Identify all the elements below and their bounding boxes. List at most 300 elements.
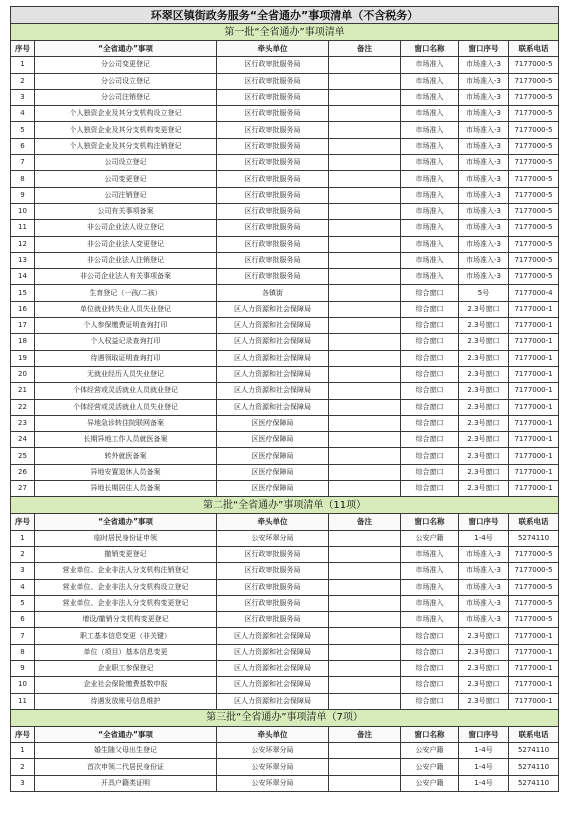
- row-number-cell: 3: [11, 89, 35, 105]
- row-number-cell: 2: [11, 546, 35, 562]
- lead-department-cell: 区行政审批服务局: [217, 612, 329, 628]
- contact-phone-cell: 7177000-1: [509, 415, 559, 431]
- window-name-cell: 市场准入: [401, 595, 459, 611]
- contact-phone-cell: 7177000-1: [509, 432, 559, 448]
- window-name-cell: 综合窗口: [401, 285, 459, 301]
- row-number-cell: 13: [11, 252, 35, 268]
- window-number-cell: 市场准入-3: [459, 187, 509, 203]
- window-name-cell: 市场准入: [401, 612, 459, 628]
- table-row: [11, 595, 559, 611]
- column-header: 联系电话: [509, 726, 559, 742]
- window-name-cell: 综合窗口: [401, 677, 459, 693]
- row-number-cell: 18: [11, 334, 35, 350]
- table-row: [11, 677, 559, 693]
- window-number-cell: 市场准入-3: [459, 546, 509, 562]
- remark-cell: [329, 563, 401, 579]
- row-number-cell: 6: [11, 138, 35, 154]
- service-item-cell: 单位（项目）基本信息变更: [35, 644, 217, 660]
- window-name-cell: 市场准入: [401, 138, 459, 154]
- service-item-cell: 个体经营或灵活就业人员失业登记: [35, 399, 217, 415]
- table-row: [11, 187, 559, 203]
- window-number-cell: 2.3号窗口: [459, 628, 509, 644]
- window-number-cell: 市场准入-3: [459, 89, 509, 105]
- window-name-cell: 综合窗口: [401, 334, 459, 350]
- service-item-cell: 首次申领二代居民身份证: [35, 759, 217, 775]
- table-row: [11, 236, 559, 252]
- contact-phone-cell: 5274110: [509, 530, 559, 546]
- window-number-cell: 2.3号窗口: [459, 383, 509, 399]
- contact-phone-cell: 7177000-5: [509, 73, 559, 89]
- service-item-cell: 公司变更登记: [35, 171, 217, 187]
- remark-cell: [329, 415, 401, 431]
- lead-department-cell: 公安环翠分局: [217, 775, 329, 791]
- remark-cell: [329, 57, 401, 73]
- table-row: [11, 301, 559, 317]
- lead-department-cell: 区行政审批服务局: [217, 57, 329, 73]
- service-item-cell: 非公司企业法人注销登记: [35, 252, 217, 268]
- window-number-cell: 5号: [459, 285, 509, 301]
- row-number-cell: 11: [11, 693, 35, 709]
- remark-cell: [329, 301, 401, 317]
- contact-phone-cell: 7177000-5: [509, 138, 559, 154]
- service-item-cell: 分公司设立登记: [35, 73, 217, 89]
- lead-department-cell: 区人力资源和社会保障局: [217, 644, 329, 660]
- window-number-cell: 市场准入-3: [459, 563, 509, 579]
- remark-cell: [329, 285, 401, 301]
- table-row: [11, 775, 559, 791]
- window-name-cell: 综合窗口: [401, 481, 459, 497]
- contact-phone-cell: 7177000-4: [509, 285, 559, 301]
- table-row: [11, 138, 559, 154]
- window-number-cell: 市场准入-3: [459, 122, 509, 138]
- row-number-cell: 21: [11, 383, 35, 399]
- window-number-cell: 2.3号窗口: [459, 366, 509, 382]
- table-row: [11, 432, 559, 448]
- table-row: [11, 220, 559, 236]
- contact-phone-cell: 5274110: [509, 743, 559, 759]
- service-item-cell: 营业单位、企业非法人分支机构变更登记: [35, 595, 217, 611]
- service-item-cell: 生育登记（一孩/二孩）: [35, 285, 217, 301]
- lead-department-cell: 区行政审批服务局: [217, 220, 329, 236]
- row-number-cell: 9: [11, 660, 35, 676]
- table-row: [11, 546, 559, 562]
- row-number-cell: 12: [11, 236, 35, 252]
- row-number-cell: 22: [11, 399, 35, 415]
- window-number-cell: 1-4号: [459, 775, 509, 791]
- row-number-cell: 25: [11, 448, 35, 464]
- column-header-row: [11, 514, 559, 530]
- service-item-cell: 营业单位、企业非法人分支机构设立登记: [35, 579, 217, 595]
- row-number-cell: 4: [11, 106, 35, 122]
- window-name-cell: 综合窗口: [401, 318, 459, 334]
- lead-department-cell: 区行政审批服务局: [217, 89, 329, 105]
- lead-department-cell: 区行政审批服务局: [217, 203, 329, 219]
- contact-phone-cell: 7177000-1: [509, 334, 559, 350]
- window-number-cell: 市场准入-3: [459, 138, 509, 154]
- window-name-cell: 市场准入: [401, 57, 459, 73]
- window-number-cell: 市场准入-3: [459, 73, 509, 89]
- window-name-cell: 市场准入: [401, 89, 459, 105]
- remark-cell: [329, 220, 401, 236]
- lead-department-cell: 区行政审批服务局: [217, 138, 329, 154]
- lead-department-cell: 区行政审批服务局: [217, 106, 329, 122]
- contact-phone-cell: 7177000-5: [509, 220, 559, 236]
- table-row: [11, 155, 559, 171]
- window-name-cell: 综合窗口: [401, 432, 459, 448]
- window-number-cell: 1-4号: [459, 530, 509, 546]
- contact-phone-cell: 7177000-5: [509, 187, 559, 203]
- contact-phone-cell: 7177000-5: [509, 252, 559, 268]
- window-name-cell: 综合窗口: [401, 644, 459, 660]
- remark-cell: [329, 464, 401, 480]
- window-name-cell: 综合窗口: [401, 415, 459, 431]
- table-row: [11, 171, 559, 187]
- table-row: [11, 530, 559, 546]
- column-header: 窗口名称: [401, 41, 459, 57]
- service-item-cell: 个人独资企业及其分支机构设立登记: [35, 106, 217, 122]
- contact-phone-cell: 7177000-1: [509, 660, 559, 676]
- row-number-cell: 4: [11, 579, 35, 595]
- table-row: [11, 644, 559, 660]
- table-row: [11, 464, 559, 480]
- lead-department-cell: 区医疗保障局: [217, 415, 329, 431]
- column-header: 序号: [11, 41, 35, 57]
- row-number-cell: 6: [11, 612, 35, 628]
- window-number-cell: 2.3号窗口: [459, 415, 509, 431]
- window-name-cell: 市场准入: [401, 220, 459, 236]
- remark-cell: [329, 432, 401, 448]
- remark-cell: [329, 693, 401, 709]
- window-name-cell: 市场准入: [401, 236, 459, 252]
- service-item-cell: 无就业经历人员失业登记: [35, 366, 217, 382]
- service-item-cell: 待遇领取证明查询打印: [35, 350, 217, 366]
- remark-cell: [329, 677, 401, 693]
- batch-title: 第二批“全省通办”事项清单（11项）: [11, 497, 559, 514]
- window-number-cell: 2.3号窗口: [459, 448, 509, 464]
- window-number-cell: 市场准入-3: [459, 236, 509, 252]
- service-item-cell: 非公司企业法人变更登记: [35, 236, 217, 252]
- lead-department-cell: 区行政审批服务局: [217, 269, 329, 285]
- window-number-cell: 市场准入-3: [459, 203, 509, 219]
- batch-title: 第三批“全省通办”事项清单（7项）: [11, 709, 559, 726]
- contact-phone-cell: 7177000-1: [509, 383, 559, 399]
- lead-department-cell: 区行政审批服务局: [217, 122, 329, 138]
- table-body: [11, 7, 559, 792]
- contact-phone-cell: 7177000-5: [509, 546, 559, 562]
- lead-department-cell: 区人力资源和社会保障局: [217, 660, 329, 676]
- service-item-cell: 临时居民身份证申领: [35, 530, 217, 546]
- table-row: [11, 660, 559, 676]
- lead-department-cell: 区行政审批服务局: [217, 563, 329, 579]
- row-number-cell: 2: [11, 759, 35, 775]
- window-name-cell: 综合窗口: [401, 350, 459, 366]
- window-name-cell: 市场准入: [401, 106, 459, 122]
- table-row: [11, 269, 559, 285]
- remark-cell: [329, 122, 401, 138]
- contact-phone-cell: 7177000-5: [509, 579, 559, 595]
- row-number-cell: 23: [11, 415, 35, 431]
- window-name-cell: 市场准入: [401, 171, 459, 187]
- table-row: [11, 57, 559, 73]
- service-item-cell: 开具户籍类证明: [35, 775, 217, 791]
- remark-cell: [329, 579, 401, 595]
- service-item-cell: 个体经营或灵活就业人员就业登记: [35, 383, 217, 399]
- lead-department-cell: 区人力资源和社会保障局: [217, 383, 329, 399]
- lead-department-cell: 各镇街: [217, 285, 329, 301]
- window-name-cell: 市场准入: [401, 155, 459, 171]
- row-number-cell: 3: [11, 775, 35, 791]
- window-number-cell: 2.3号窗口: [459, 334, 509, 350]
- row-number-cell: 7: [11, 628, 35, 644]
- window-name-cell: 综合窗口: [401, 399, 459, 415]
- table-row: [11, 366, 559, 382]
- row-number-cell: 27: [11, 481, 35, 497]
- service-list-table: [10, 6, 559, 792]
- remark-cell: [329, 89, 401, 105]
- window-number-cell: 市场准入-3: [459, 57, 509, 73]
- contact-phone-cell: 7177000-5: [509, 57, 559, 73]
- window-name-cell: 市场准入: [401, 122, 459, 138]
- lead-department-cell: 区人力资源和社会保障局: [217, 334, 329, 350]
- lead-department-cell: 公安环翠分局: [217, 743, 329, 759]
- service-item-cell: 个人独资企业及其分支机构注销登记: [35, 138, 217, 154]
- row-number-cell: 17: [11, 318, 35, 334]
- table-row: [11, 743, 559, 759]
- column-header: 牵头单位: [217, 726, 329, 742]
- row-number-cell: 2: [11, 73, 35, 89]
- table-row: [11, 481, 559, 497]
- service-item-cell: 转外就医备案: [35, 448, 217, 464]
- row-number-cell: 10: [11, 203, 35, 219]
- column-header: 窗口序号: [459, 726, 509, 742]
- remark-cell: [329, 595, 401, 611]
- column-header: 牵头单位: [217, 514, 329, 530]
- remark-cell: [329, 448, 401, 464]
- lead-department-cell: 区行政审批服务局: [217, 252, 329, 268]
- remark-cell: [329, 481, 401, 497]
- table-row: [11, 350, 559, 366]
- window-name-cell: 市场准入: [401, 269, 459, 285]
- service-item-cell: 长期异地工作人员就医备案: [35, 432, 217, 448]
- contact-phone-cell: 7177000-5: [509, 171, 559, 187]
- lead-department-cell: 区行政审批服务局: [217, 236, 329, 252]
- window-number-cell: 2.3号窗口: [459, 693, 509, 709]
- lead-department-cell: 区人力资源和社会保障局: [217, 693, 329, 709]
- service-item-cell: 待遇发放账号信息维护: [35, 693, 217, 709]
- window-number-cell: 市场准入-3: [459, 252, 509, 268]
- row-number-cell: 5: [11, 122, 35, 138]
- lead-department-cell: 区行政审批服务局: [217, 187, 329, 203]
- column-header: 窗口名称: [401, 514, 459, 530]
- service-item-cell: 异地急诊转住院联网备案: [35, 415, 217, 431]
- remark-cell: [329, 366, 401, 382]
- lead-department-cell: 区行政审批服务局: [217, 171, 329, 187]
- remark-cell: [329, 155, 401, 171]
- contact-phone-cell: 7177000-1: [509, 481, 559, 497]
- table-row: [11, 399, 559, 415]
- contact-phone-cell: 7177000-1: [509, 399, 559, 415]
- row-number-cell: 8: [11, 644, 35, 660]
- window-name-cell: 综合窗口: [401, 660, 459, 676]
- service-item-cell: 个人参保缴费证明查询打印: [35, 318, 217, 334]
- row-number-cell: 14: [11, 269, 35, 285]
- lead-department-cell: 公安环翠分局: [217, 530, 329, 546]
- column-header: 窗口序号: [459, 514, 509, 530]
- remark-cell: [329, 334, 401, 350]
- service-item-cell: 公司注销登记: [35, 187, 217, 203]
- remark-cell: [329, 138, 401, 154]
- column-header: 序号: [11, 514, 35, 530]
- column-header: 序号: [11, 726, 35, 742]
- row-number-cell: 5: [11, 595, 35, 611]
- document-title: 环翠区镇街政务服务“全省通办”事项清单（不含税务）: [11, 7, 559, 24]
- contact-phone-cell: 7177000-5: [509, 203, 559, 219]
- service-item-cell: 分公司变更登记: [35, 57, 217, 73]
- window-number-cell: 2.3号窗口: [459, 660, 509, 676]
- window-name-cell: 公安户籍: [401, 743, 459, 759]
- table-row: [11, 106, 559, 122]
- window-number-cell: 1-4号: [459, 759, 509, 775]
- remark-cell: [329, 269, 401, 285]
- lead-department-cell: 区行政审批服务局: [217, 546, 329, 562]
- window-name-cell: 综合窗口: [401, 366, 459, 382]
- remark-cell: [329, 612, 401, 628]
- contact-phone-cell: 7177000-5: [509, 89, 559, 105]
- service-item-cell: 个人独资企业及其分支机构变更登记: [35, 122, 217, 138]
- contact-phone-cell: 7177000-1: [509, 318, 559, 334]
- window-number-cell: 2.3号窗口: [459, 464, 509, 480]
- lead-department-cell: 区人力资源和社会保障局: [217, 350, 329, 366]
- remark-cell: [329, 106, 401, 122]
- remark-cell: [329, 187, 401, 203]
- table-row: [11, 579, 559, 595]
- window-name-cell: 公安户籍: [401, 775, 459, 791]
- table-row: [11, 759, 559, 775]
- lead-department-cell: 区人力资源和社会保障局: [217, 628, 329, 644]
- lead-department-cell: 区医疗保障局: [217, 481, 329, 497]
- service-item-cell: 非公司企业法人有关事项备案: [35, 269, 217, 285]
- lead-department-cell: 区人力资源和社会保障局: [217, 399, 329, 415]
- service-item-cell: 增设/撤销分支机构变更登记: [35, 612, 217, 628]
- table-row: [11, 448, 559, 464]
- column-header: “全省通办”事项: [35, 514, 217, 530]
- lead-department-cell: 区行政审批服务局: [217, 579, 329, 595]
- row-number-cell: 1: [11, 57, 35, 73]
- window-name-cell: 市场准入: [401, 546, 459, 562]
- contact-phone-cell: 7177000-1: [509, 301, 559, 317]
- contact-phone-cell: 7177000-1: [509, 464, 559, 480]
- remark-cell: [329, 530, 401, 546]
- table-row: [11, 334, 559, 350]
- window-number-cell: 市场准入-3: [459, 171, 509, 187]
- table-row: [11, 203, 559, 219]
- row-number-cell: 3: [11, 563, 35, 579]
- table-row: [11, 693, 559, 709]
- contact-phone-cell: 7177000-1: [509, 693, 559, 709]
- contact-phone-cell: 5274110: [509, 775, 559, 791]
- document-title-row: [11, 7, 559, 24]
- contact-phone-cell: 7177000-1: [509, 677, 559, 693]
- batch-title-row: [11, 24, 559, 41]
- service-item-cell: 企业职工参保登记: [35, 660, 217, 676]
- window-name-cell: 市场准入: [401, 579, 459, 595]
- window-name-cell: 综合窗口: [401, 464, 459, 480]
- window-name-cell: 综合窗口: [401, 301, 459, 317]
- lead-department-cell: 区医疗保障局: [217, 464, 329, 480]
- column-header: 窗口序号: [459, 41, 509, 57]
- window-name-cell: 公安户籍: [401, 530, 459, 546]
- remark-cell: [329, 383, 401, 399]
- remark-cell: [329, 236, 401, 252]
- remark-cell: [329, 73, 401, 89]
- column-header: 备注: [329, 514, 401, 530]
- window-name-cell: 综合窗口: [401, 628, 459, 644]
- window-number-cell: 市场准入-3: [459, 612, 509, 628]
- remark-cell: [329, 743, 401, 759]
- batch-title-row: [11, 497, 559, 514]
- remark-cell: [329, 775, 401, 791]
- row-number-cell: 7: [11, 155, 35, 171]
- window-name-cell: 市场准入: [401, 252, 459, 268]
- contact-phone-cell: 7177000-5: [509, 563, 559, 579]
- lead-department-cell: 区医疗保障局: [217, 432, 329, 448]
- table-row: [11, 383, 559, 399]
- window-number-cell: 2.3号窗口: [459, 399, 509, 415]
- window-number-cell: 2.3号窗口: [459, 432, 509, 448]
- window-number-cell: 市场准入-3: [459, 220, 509, 236]
- window-name-cell: 公安户籍: [401, 759, 459, 775]
- lead-department-cell: 区人力资源和社会保障局: [217, 301, 329, 317]
- window-number-cell: 2.3号窗口: [459, 318, 509, 334]
- contact-phone-cell: 7177000-5: [509, 106, 559, 122]
- column-header-row: [11, 726, 559, 742]
- remark-cell: [329, 203, 401, 219]
- row-number-cell: 26: [11, 464, 35, 480]
- column-header: 窗口名称: [401, 726, 459, 742]
- remark-cell: [329, 252, 401, 268]
- window-name-cell: 市场准入: [401, 563, 459, 579]
- column-header: “全省通办”事项: [35, 41, 217, 57]
- row-number-cell: 19: [11, 350, 35, 366]
- row-number-cell: 8: [11, 171, 35, 187]
- window-number-cell: 市场准入-3: [459, 595, 509, 611]
- window-number-cell: 2.3号窗口: [459, 644, 509, 660]
- row-number-cell: 20: [11, 366, 35, 382]
- contact-phone-cell: 7177000-5: [509, 612, 559, 628]
- batch-title: 第一批“全省通办”事项清单: [11, 24, 559, 41]
- contact-phone-cell: 7177000-1: [509, 366, 559, 382]
- row-number-cell: 9: [11, 187, 35, 203]
- row-number-cell: 16: [11, 301, 35, 317]
- row-number-cell: 24: [11, 432, 35, 448]
- contact-phone-cell: 7177000-1: [509, 448, 559, 464]
- window-name-cell: 市场准入: [401, 203, 459, 219]
- service-item-cell: 公司设立登记: [35, 155, 217, 171]
- contact-phone-cell: 7177000-5: [509, 236, 559, 252]
- service-item-cell: 职工基本信息变更（非关键）: [35, 628, 217, 644]
- remark-cell: [329, 644, 401, 660]
- service-item-cell: 非公司企业法人设立登记: [35, 220, 217, 236]
- contact-phone-cell: 7177000-1: [509, 628, 559, 644]
- table-row: [11, 318, 559, 334]
- window-name-cell: 市场准入: [401, 187, 459, 203]
- contact-phone-cell: 7177000-5: [509, 269, 559, 285]
- table-row: [11, 122, 559, 138]
- service-item-cell: 单位就业转失业人员失业登记: [35, 301, 217, 317]
- window-number-cell: 市场准入-3: [459, 269, 509, 285]
- service-item-cell: 异地安置退休人员备案: [35, 464, 217, 480]
- row-number-cell: 1: [11, 743, 35, 759]
